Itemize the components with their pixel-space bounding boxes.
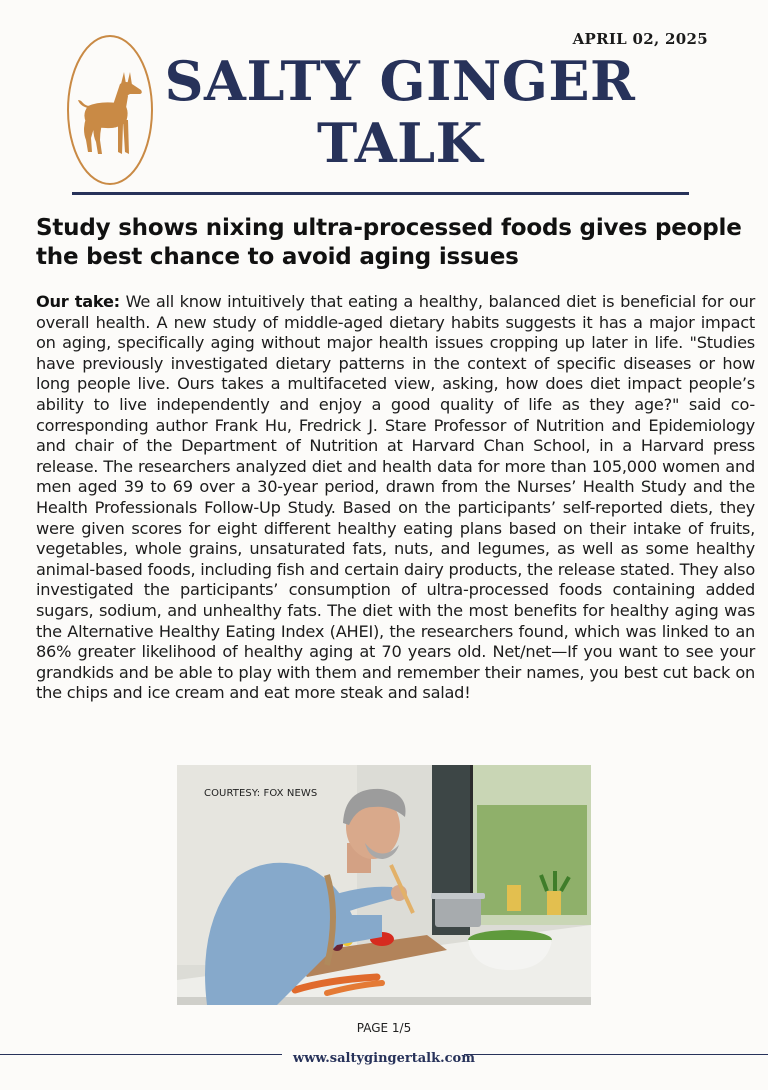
page-number: PAGE 1/5 <box>356 1021 412 1035</box>
website-link[interactable]: www.saltygingertalk.com <box>293 1051 475 1066</box>
masthead-line-2: TALK <box>316 111 484 175</box>
photo-credit: COURTESY: FOX NEWS <box>204 788 318 799</box>
masthead-title <box>150 50 650 174</box>
masthead-line-1: SALTY GINGER <box>164 49 636 113</box>
lead-label: Our take: <box>36 292 120 311</box>
article-body-text: We all know intuitively that eating a healthy, balanced diet is beneficial for our overall health. A new study of middle-aged dietary habits suggests it has a major impact on aging, specifically aging without major health issues cropping up later in life. "Studies have previously investigated dietary patterns in the context of specific diseases or how long people live. Ours takes a multifaceted view, asking, how does diet impact people’s ability to live independently and enjoy a good quality of life as they age?" said co-corresponding author Frank Hu, Fredrick J. Stare Professor of Nutrition and Epidemiology and chair of the Department of Nutrition at Harvard Chan School, in a Harvard press release. The researchers analyzed diet and health data for more than 105,000 women and men aged 39 to 69 over a 30-year period, drawn from the Nurses’ Health Study and the Health Professionals Follow-Up Study. Based on the participants’ self-reported diets, they were given scores for eight different healthy eating plans based on their intake of fruits, vegetables, whole grains, unsaturated fats, nuts, and legumes, as well as some healthy animal-based foods, including fish and certain dairy products, the release stated. They also investigated the participants’ consumption of ultra-processed foods containing added sugars, sodium, and unhealthy fats. The diet with the most benefits for healthy aging was the Alternative Healthy Eating Index (AHEI), the researchers found, which was linked to an 86% greater likelihood of healthy aging at 70 years old. Net/net—If you want to see your grandkids and be able to play with them and remember their names, you best cut back on the chips and ice cream and eat more steak and salad! <box>36 292 755 703</box>
masthead-divider <box>72 192 689 195</box>
issue-date: APRIL 02, 2025 <box>572 30 708 48</box>
article-headline: Study shows nixing ultra-processed foods gives people the best chance to avoid aging issues <box>36 215 742 270</box>
article-body <box>36 292 755 704</box>
article-photo <box>177 765 591 1005</box>
dog-logo <box>66 34 154 186</box>
